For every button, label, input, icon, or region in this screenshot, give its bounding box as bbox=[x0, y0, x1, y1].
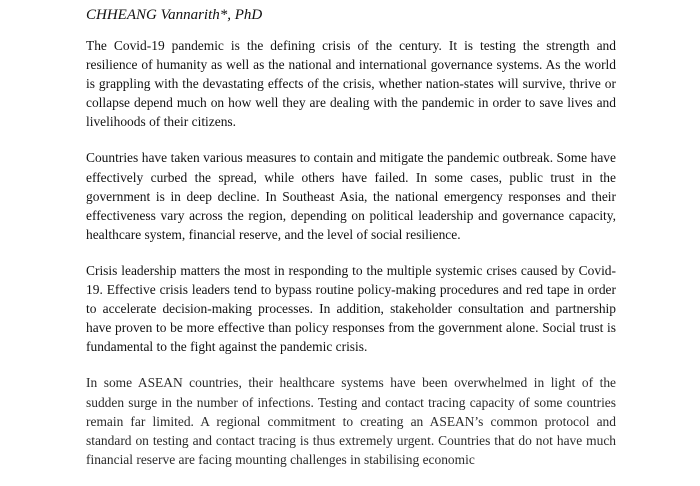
paragraph-4: In some ASEAN countries, their healthcare systems have been overwhelmed in light of the sudden surge in the number of infections. Testing and contact tracing capacity of some countries remain far limited. A regional commitment to creating an ASEAN’s common protocol and standard on testing and contact tracing is thus extremely urgent. Countries that do not have much financial reserve are facing mounting challenges in stabilising economic bbox=[86, 375, 616, 467]
author-byline: CHHEANG Vannarith*, PhD bbox=[86, 7, 263, 23]
paragraph-1: The Covid-19 pandemic is the defining crisis of the century. It is testing the strength and resilience of humanity as well as the national and international governance systems. As the world is grappling with the devastating effects of the crisis, whether nation-states will survive, thrive or collapse depend much on how well they are dealing with the pandemic in order to save lives and livelihoods of their citizens. bbox=[86, 38, 616, 130]
article-body bbox=[86, 36, 616, 486]
paragraph-3: Crisis leadership matters the most in responding to the multiple systemic crises caused by Covid-19. Effective crisis leaders tend to bypass routine policy-making procedures and red tape in order to accelerate decision-making processes. In addition, stakeholder consultation and partnership have proven to be more effective than policy responses from the government alone. Social trust is fundamental to the fight against the pandemic crisis. bbox=[86, 262, 616, 355]
paragraph-2: Countries have taken various measures to contain and mitigate the pandemic outbreak. Some have effectively curbed the spread, while others have failed. In some cases, public trust in the government is in deep decline. In Southeast Asia, the national emergency responses and their effectiveness vary across the region, depending on political leadership and governance capacity, healthcare system, financial reserve, and the level of social resilience. bbox=[86, 150, 616, 242]
